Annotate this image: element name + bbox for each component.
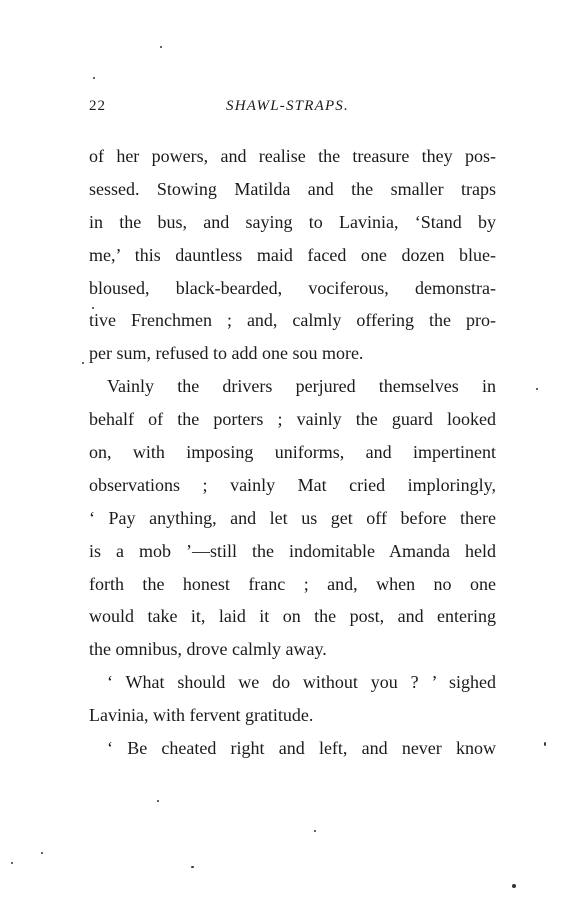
text-line: ‘ Be cheated right and left, and never know [107,738,496,759]
text-line: sessed. Stowing Matilda and the smaller traps [89,178,496,199]
scan-speck [191,866,194,868]
scan-speck [93,77,95,79]
text-line: Lavinia, with fervent gratitude. [89,705,314,726]
text-line: would take it, laid it on the post, and entering [89,606,496,627]
scan-speck [82,362,84,364]
text-line: of her powers, and realise the treasure they pos- [89,146,496,166]
running-title: SHAWL-STRAPS. [226,98,349,114]
page-text [89,140,496,765]
text-line: behalf of the porters ; vainly the guard looked [89,409,496,430]
scan-speck [41,852,43,854]
text-line: ‘ What should we do without you ? ’ sighed [107,672,496,693]
text-line: forth the honest franc ; and, when no one [89,573,496,594]
text-line: tive Frenchmen ; and, calmly offering the pro- [89,310,496,331]
scan-speck [157,800,159,802]
scan-speck [314,830,316,832]
page-header [0,98,565,122]
text-line: per sum, refused to add one sou more. [89,343,364,364]
text-line: observations ; vainly Mat cried imploringly, [89,474,496,495]
text-line: ‘ Pay anything, and let us get off before there [89,507,496,528]
text-line: in the bus, and saying to Lavinia, ‘Stand by [89,211,496,232]
text-line: is a mob ’—still the indomitable Amanda held [89,540,496,561]
text-line: bloused, black-bearded, vociferous, demonstra- [89,277,496,298]
text-line: on, with imposing uniforms, and impertinent [89,442,496,463]
scan-speck [160,46,162,48]
text-line: the omnibus, drove calmly away. [89,639,327,660]
scan-speck [536,388,538,390]
scan-speck [512,884,516,888]
scan-speck [92,307,94,309]
page-number: 22 [89,98,106,114]
scan-speck [544,742,546,746]
scan-speck [11,862,13,864]
text-line: me,’ this dauntless maid faced one dozen blue- [89,244,496,265]
text-line: Vainly the drivers perjured themselves in [107,376,496,397]
